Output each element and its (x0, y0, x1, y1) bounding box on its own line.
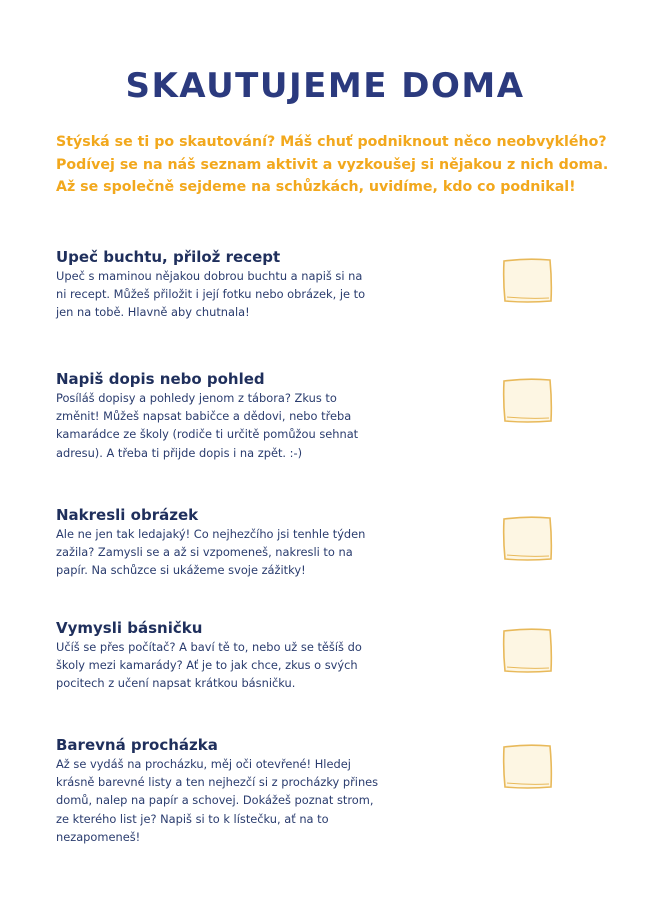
description-line: školy mezi kamarády? Ať je to jak chce, zkus o svých (56, 658, 358, 673)
activity-description (56, 525, 386, 580)
intro-text (56, 131, 616, 199)
activity-description (56, 638, 386, 693)
checkbox-colorful-walk[interactable] (500, 743, 554, 791)
description-line: domů, nalep na papír a schovej. Dokážeš poznat strom, (56, 793, 374, 808)
description-line: Učíš se přes počítač? A baví tě to, nebo už se těšíš do (56, 640, 362, 654)
activity-description (56, 389, 386, 462)
activity-colorful-walk (56, 735, 386, 846)
intro-line: Stýská se ti po skautování? Máš chuť podniknout něco neobvyklého? (56, 134, 607, 150)
description-line: zažila? Zamysli se a až si vzpomeneš, nakresli to na (56, 545, 353, 560)
activity-bake-cake (56, 247, 386, 322)
description-line: Posíláš dopisy a pohledy jenom z tábora? Zkus to (56, 391, 337, 405)
intro-line: Podívej se na náš seznam aktivit a vyzkoušej si nějakou z nich doma. (56, 156, 609, 173)
checkbox-draw-picture[interactable] (500, 515, 554, 563)
activity-write-letter (56, 369, 386, 462)
activity-title: Napiš dopis nebo pohled (56, 370, 265, 388)
activity-description (56, 267, 386, 322)
description-line: pocitech z učení napsat krátkou básničku. (56, 676, 296, 691)
activity-description (56, 755, 386, 846)
activity-title: Barevná procházka (56, 736, 218, 754)
page-title: SKAUTUJEME DOMA (125, 66, 525, 106)
activity-draw-picture (56, 505, 386, 580)
description-line: Ale ne jen tak ledajaký! Co nejhezčího jsi tenhle týden (56, 527, 366, 541)
description-line: změnit! Můžeš napsat babičce a dědovi, nebo třeba (56, 409, 352, 424)
description-line: adresu). A třeba ti přijde dopis i na zpět. :-) (56, 445, 303, 460)
description-line: nezapomeneš! (56, 829, 141, 844)
checkbox-write-letter[interactable] (500, 377, 554, 425)
checkbox-write-poem[interactable] (500, 627, 554, 675)
intro-line: Až se společně sejdeme na schůzkách, uvidíme, kdo co podnikal! (56, 179, 576, 195)
description-line: Až se vydáš na procházku, měj oči otevřené! Hledej (56, 757, 351, 771)
activity-title: Nakresli obrázek (56, 506, 199, 524)
description-line: jen na tobě. Hlavně aby chutnala! (56, 305, 250, 320)
description-line: Upeč s maminou nějakou dobrou buchtu a napiš si na (56, 269, 363, 283)
activity-title: Upeč buchtu, přilož recept (56, 248, 281, 266)
activity-title: Vymysli básničku (56, 619, 203, 637)
description-line: papír. Na schůzce si ukážeme svoje zážitky! (56, 563, 306, 578)
activity-write-poem (56, 618, 386, 693)
description-line: ze kterého list je? Napiš si to k lístečku, ať na to (56, 811, 329, 826)
description-line: kamarádce ze školy (rodiče ti určitě pomůžou sehnat (56, 427, 359, 442)
checkbox-bake-cake[interactable] (500, 257, 554, 305)
description-line: krásně barevné listy a ten nejhezčí si z procházky přines (56, 775, 379, 790)
description-line: ni recept. Můžeš přiložit i její fotku nebo obrázek, je to (56, 287, 366, 302)
